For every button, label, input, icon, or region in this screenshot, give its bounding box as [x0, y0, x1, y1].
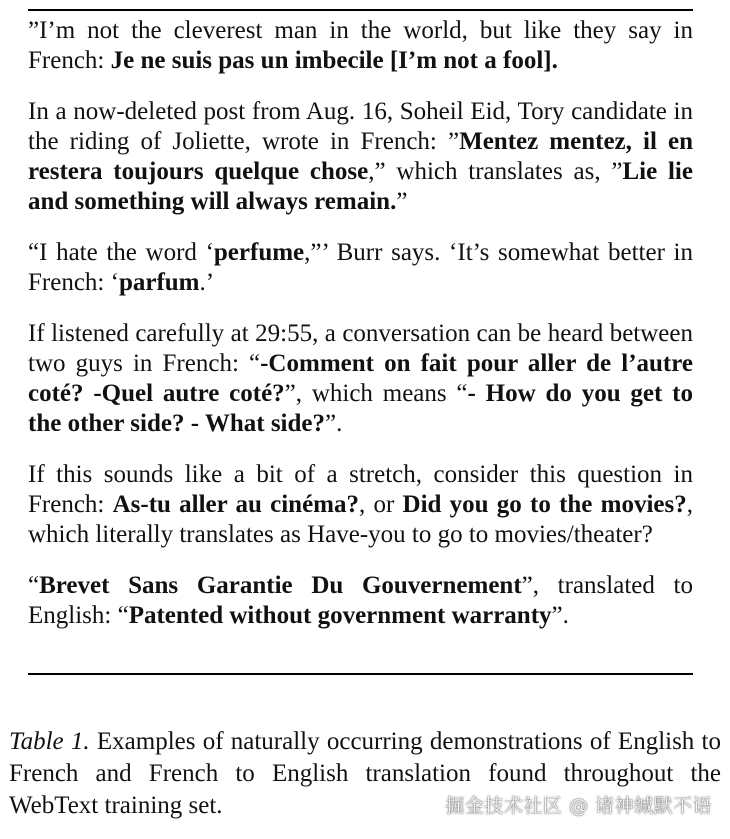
watermark: 掘金技术社区 @ 诸神缄默不语 — [445, 795, 712, 817]
text-segment: ”, translated to English: “ — [28, 572, 693, 629]
bold-text-segment: Patented without government warranty — [128, 602, 552, 629]
example-entry — [28, 16, 693, 76]
bold-text-segment: Brevet Sans Garantie Du Gouvernement — [39, 572, 522, 599]
translation-examples-table — [28, 16, 693, 652]
text-segment: ”I’m not the cleverest man in the world, but like they say in French: — [28, 17, 693, 74]
example-entry — [28, 460, 693, 550]
example-entry — [28, 238, 693, 298]
bold-text-segment: Je ne suis pas un imbecile [I’m not a fool]. — [110, 47, 558, 74]
example-entry — [28, 97, 693, 217]
text-segment: ,” which translates as, ” — [368, 158, 623, 185]
table-bottom-rule — [28, 673, 693, 675]
example-entry — [28, 571, 693, 631]
bold-text-segment: perfume — [213, 239, 305, 266]
bold-text-segment: parfum — [118, 269, 200, 296]
bold-text-segment: As-tu aller au cinéma? — [112, 491, 360, 518]
text-segment: , or — [359, 491, 403, 518]
text-segment: In a now-deleted post from Aug. 16, Soheil Eid, Tory candidate in the riding of Joliette, wrote in French: ” — [28, 98, 693, 155]
text-segment: If listened carefully at 29:55, a conversation can be heard between two guys in French: “ — [28, 320, 693, 377]
text-segment: ” — [396, 188, 408, 215]
example-entry — [28, 319, 693, 439]
text-segment: ”. — [551, 602, 569, 629]
table-caption-text: Examples of naturally occurring demonstrations of English to French and French to English translation found throughout the WebText training set. — [9, 728, 721, 819]
table-top-rule — [28, 9, 693, 11]
text-segment: “I hate the word ‘ — [28, 239, 214, 266]
text-segment: .’ — [199, 269, 215, 296]
bold-text-segment: Did you go to the movies? — [402, 491, 687, 518]
text-segment: ”. — [325, 410, 343, 437]
bold-text-segment: - How do you get to the other side? - What side? — [28, 380, 693, 437]
table-caption-label: Table 1. — [9, 728, 90, 755]
bold-text-segment: Mentez mentez, il en restera toujours quelque chose — [28, 128, 693, 185]
text-segment: ”, which means “ — [284, 380, 468, 407]
bold-text-segment: -Comment on fait pour aller de l’autre coté? -Quel autre coté? — [28, 350, 693, 407]
text-segment: “ — [28, 572, 40, 599]
bold-text-segment: Lie lie and something will always remain. — [28, 158, 693, 215]
text-segment: If this sounds like a bit of a stretch, consider this question in French: — [28, 461, 693, 518]
text-segment: ,”’ Burr says. ‘It’s somewhat better in French: ‘ — [28, 239, 693, 296]
text-segment: , which literally translates as Have-you to go to movies/theater? — [28, 491, 693, 548]
